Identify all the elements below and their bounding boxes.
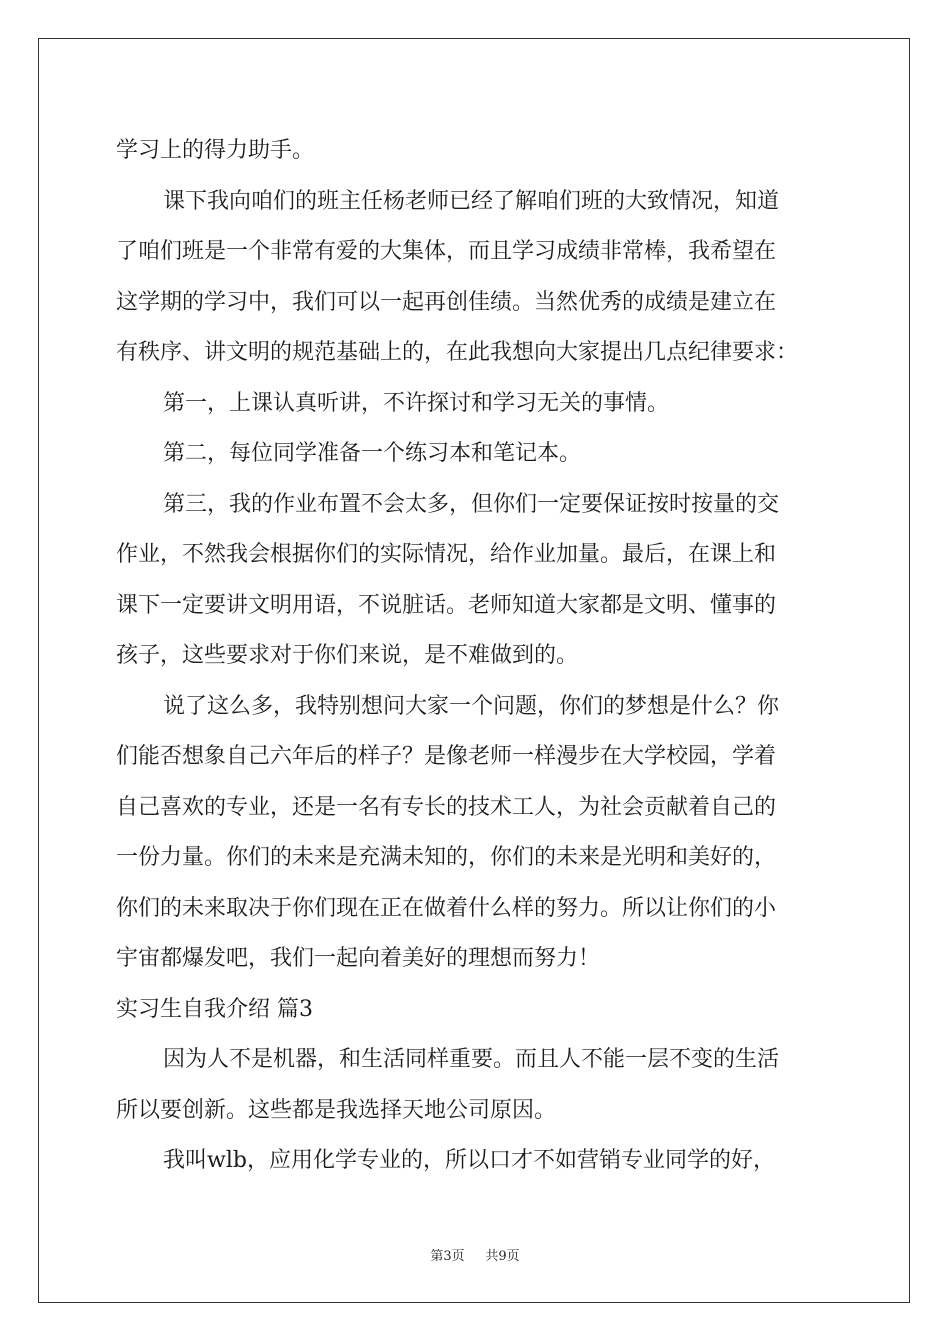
- text-line: 学习上的得力助手。: [116, 138, 315, 163]
- text-line: 这学期的学习中，我们可以一起再创佳绩。当然优秀的成绩是建立在: [116, 289, 777, 315]
- text-line: 第三，我的作业布置不会太多，但你们一定要保证按时按量的交: [163, 491, 780, 517]
- page-footer: [0, 1245, 950, 1264]
- text-line: 课下一定要讲文明用语，不说脏话。老师知道大家都是文明、懂事的: [116, 592, 777, 618]
- text-line: 作业，不然我会根据你们的实际情况，给作业加量。最后，在课上和: [116, 542, 777, 567]
- text-line: 有秩序、讲文明的规范基础上的，在此我想向大家提出几点纪律要求：: [116, 340, 799, 365]
- text-line: 宇宙都爆发吧，我们一起向着美好的理想而努力！: [116, 946, 601, 971]
- text-line: 第二，每位同学准备一个练习本和笔记本。: [163, 441, 582, 466]
- document-body: [116, 126, 836, 1187]
- page-total: 共9页: [485, 1249, 520, 1264]
- text-line: 一份力量。你们的未来是充满未知的，你们的未来是光明和美好的，: [116, 845, 777, 870]
- text-line: 实习生自我介绍 篇3: [116, 996, 313, 1022]
- text-line: 说了这么多，我特别想问大家一个问题，你们的梦想是什么？你: [163, 693, 780, 719]
- text-line: 们能否想象自己六年后的样子？是像老师一样漫步在大学校园，学着: [116, 744, 777, 769]
- text-line: 孩子，这些要求对于你们来说，是不难做到的。: [116, 643, 579, 668]
- text-line: 你们的未来取决于你们现在正在做着什么样的努力。所以让你们的小: [116, 895, 777, 921]
- text-line: 因为人不是机器，和生活同样重要。而且人不能一层不变的生活: [163, 1047, 780, 1072]
- text-line: 自己喜欢的专业，还是一名有专长的技术工人，为社会贡献着自己的: [116, 794, 777, 820]
- text-line: 第一，上课认真听讲，不许探讨和学习无关的事情。: [163, 390, 670, 416]
- text-line: 了咱们班是一个非常有爱的大集体，而且学习成绩非常棒，我希望在: [116, 239, 777, 264]
- text-line: 所以要创新。这些都是我选择天地公司原因。: [116, 1097, 557, 1123]
- page-number: 第3页: [430, 1249, 465, 1264]
- text-line: 课下我向咱们的班主任杨老师已经了解咱们班的大致情况，知道: [163, 188, 780, 214]
- text-line: 我叫wlb，应用化学专业的，所以口才不如营销专业同学的好，: [163, 1148, 775, 1173]
